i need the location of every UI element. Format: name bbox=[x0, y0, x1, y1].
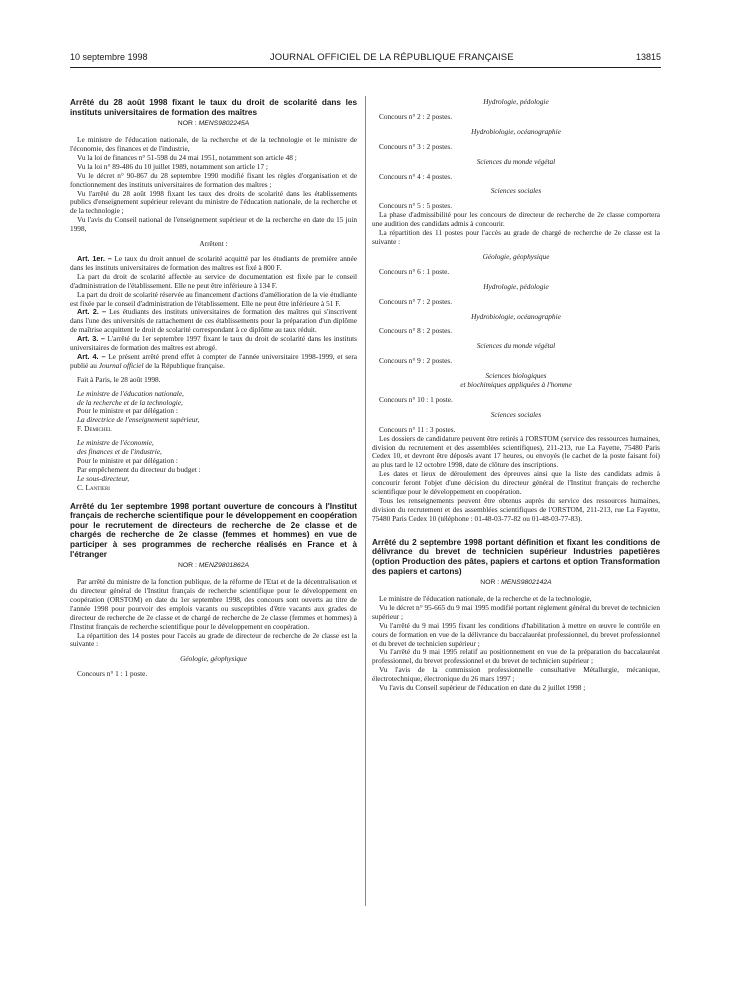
discipline-heading: Sciences sociales bbox=[490, 409, 542, 419]
article-label: Art. 1er. – bbox=[77, 253, 112, 263]
nor-label: NOR : bbox=[177, 120, 197, 128]
discipline-heading: Sciences du monde végétal bbox=[476, 156, 556, 166]
left-column bbox=[70, 98, 357, 679]
concours-line: Concours n° 3 : 2 postes. bbox=[379, 141, 453, 151]
right-column bbox=[372, 98, 660, 693]
visa: Le ministre de l'éducation nationale, de la recherche et de la technologie, bbox=[379, 594, 592, 603]
column-divider bbox=[365, 96, 366, 906]
page-number: 13815 bbox=[635, 52, 661, 62]
signatory-name: F. Demichel bbox=[77, 424, 112, 434]
signature-line: Par empêchement du directeur du budget : bbox=[77, 464, 201, 474]
visa: Vu l'arrêté du 9 mai 1995 relatif au positionnement en vue de la préparation du baccalauréat professionnel, du brevet professionnel et du brevet de technicien supérieur ; bbox=[372, 647, 660, 666]
article-1-p3: La part du droit de scolarité réservée au financement d'actions d'amélioration de la vie étudiante est fixée par le conseil d'administration de l'établissement. Elle ne peut être inférieure à 51 F. bbox=[70, 289, 357, 308]
signature-line: Le sous-directeur, bbox=[77, 473, 130, 483]
page-header bbox=[70, 52, 661, 66]
concours-line: Concours n° 1 : 1 poste. bbox=[77, 669, 148, 679]
concours-line: Concours n° 10 : 1 poste. bbox=[379, 394, 453, 404]
arrete-3-nor bbox=[372, 579, 660, 588]
article-text: Les étudiants des instituts universitaires de formation des maîtres qui s'inscrivent dans l'une des universités de rattachement de ces établissements pour la préparation d'un diplôme de maîtrise acquittent le droit de scolarité correspondant à ce diplôme au taux réduit. bbox=[70, 307, 358, 335]
discipline-heading: Hydrobiologie, océanographie bbox=[471, 311, 561, 321]
article-label: Art. 2. – bbox=[77, 307, 107, 317]
nor-label: NOR : bbox=[177, 562, 197, 570]
concours-line: Concours n° 2 : 2 postes. bbox=[379, 111, 453, 121]
visa: Vu l'avis de la commission professionnelle consultative Métallurgie, mécanique, électrotechnique, électronique du 26 mars 1997 ; bbox=[372, 665, 660, 684]
article-3 bbox=[70, 335, 357, 353]
concours-line: Concours n° 6 : 1 poste. bbox=[379, 266, 450, 276]
visa: Vu l'avis du Conseil supérieur de l'éducation en date du 2 juillet 1998 ; bbox=[379, 683, 586, 693]
journal-ref: Journal officiel bbox=[98, 360, 144, 370]
article-text: Le taux du droit annuel de scolarité acquitté par les étudiants de première année dans les instituts universitaires de formation des maîtres est fixé à 800 F. bbox=[70, 253, 358, 272]
discipline-heading: Géologie, géophysique bbox=[482, 251, 550, 261]
concours-line: Concours n° 7 : 2 postes. bbox=[379, 296, 453, 306]
paragraph: Tous les renseignements peuvent être obtenus auprès du service des ressources humaines, division du recrutement et des assemblées scientifiques de l'ORSTOM, 211-213, rue La Fayette, 75480 Paris Cedex 10 (téléphone : 01-48-03-77-82 ou 01-48-03-77-83). bbox=[372, 496, 660, 523]
journal-title: JOURNAL OFFICIEL DE LA RÉPUBLIQUE FRANÇAISE bbox=[269, 52, 514, 63]
nor-label: NOR : bbox=[480, 579, 500, 587]
signatory-name: C. Lantieri bbox=[77, 482, 110, 492]
visa: Vu l'arrêté du 28 août 1998 fixant les taux des droits de scolarité dans les établissements publics d'enseignement supérieur relevant du ministre de l'éducation nationale, de la recherche et de la technologie ; bbox=[70, 188, 357, 216]
discipline-heading: et biochimiques appliquées à l'homme bbox=[460, 380, 572, 390]
paragraph: Les dates et lieux de déroulement des épreuves ainsi que la liste des candidats admis à concourir feront l'objet d'une décision du directeur général de l'Institut français de recherche scientifique pour le développement en coopération. bbox=[372, 469, 660, 497]
discipline-heading: Hydrobiologie, océanographie bbox=[471, 126, 561, 136]
article-text: L'arrêté du 1er septembre 1997 fixant le taux du droit de scolarité dans les instituts universitaires de formation des maîtres est abrogé. bbox=[70, 334, 358, 353]
article-2 bbox=[70, 308, 357, 335]
arrete-1-nor bbox=[70, 120, 357, 129]
discipline-heading: Géologie, géophysique bbox=[180, 654, 247, 664]
signature-line: des finances et de l'industrie, bbox=[77, 447, 162, 457]
arrete-3-title: Arrêté du 2 septembre 1998 portant définition et fixant les conditions de délivrance du brevet de technicien supérieur Industries papetières (option Production des pâtes, papiers et cartons et option Transformation des papiers et cartons) bbox=[372, 537, 660, 576]
visa: Vu l'avis du Conseil national de l'enseignement supérieur et de la recherche en date du 15 juin 1998, bbox=[70, 215, 357, 234]
discipline-heading: Sciences sociales bbox=[490, 186, 542, 196]
header-date: 10 septembre 1998 bbox=[70, 52, 148, 62]
arrete-2-nor bbox=[70, 562, 357, 571]
article-label: Art. 4. – bbox=[77, 351, 106, 361]
nor-code: MENS9802142A bbox=[501, 579, 552, 587]
signature-line: Le ministre de l'économie, bbox=[77, 438, 154, 448]
discipline-heading: Sciences du monde végétal bbox=[476, 341, 556, 351]
paragraph: La phase d'admissibilité pour les concours de directeur de recherche de 2e classe comportera une audition des candidats admis à concourir. bbox=[372, 210, 660, 229]
nor-code: MENS9802245A bbox=[198, 120, 250, 128]
concours-line: Concours n° 4 : 4 postes. bbox=[379, 171, 453, 181]
discipline-heading: Sciences biologiques bbox=[485, 371, 547, 381]
visa: Vu la loi n° 89-486 du 10 juillet 1989, notamment son article 17 ; bbox=[77, 161, 268, 171]
article-label: Art. 3. – bbox=[77, 334, 105, 344]
discipline-heading: Hydrologie, pédologie bbox=[483, 281, 549, 291]
fait-a-paris: Fait à Paris, le 28 août 1998. bbox=[77, 374, 161, 384]
concours-line: Concours n° 9 : 2 postes. bbox=[379, 356, 453, 366]
visa: Vu le décret n° 95-665 du 9 mai 1995 modifié portant règlement général du brevet de technicien supérieur ; bbox=[372, 602, 660, 621]
article-4 bbox=[70, 353, 357, 371]
signature-line: Pour le ministre et par délégation : bbox=[77, 456, 178, 465]
header-rule bbox=[70, 67, 661, 68]
article-text: Le présent arrêté prend effet à compter de l'année universitaire 1998-1999, et sera publié au bbox=[70, 351, 358, 370]
signature-line: Le ministre de l'éducation nationale, bbox=[77, 388, 184, 398]
article-1 bbox=[70, 255, 357, 273]
arrete-2-title: Arrêté du 1er septembre 1998 portant ouverture de concours à l'Institut français de recherche scientifique pour le développement en coopération pour le recrutement de directeurs de recherche de 2e classe et de chargés de recherche de 2e classe (femmes et hommes) en vue de participer à ses programmes de recherche réalisés en France et à l'étranger bbox=[70, 501, 357, 559]
visa: Vu le décret n° 90-867 du 28 septembre 1990 modifié fixant les règles d'organisation et de fonctionnement des instituts universitaires de formation des maîtres ; bbox=[70, 170, 357, 189]
paragraph: Les dossiers de candidature peuvent être retirés à l'ORSTOM (service des ressources humaines, division du recrutement et des assemblées scientifiques), 211-213, rue La Fayette, 75480 Paris Cedex 10, et devront être déposés avant 17 heures, ou envoyés (le cachet de la poste faisant foi) au plus tard le 12 octobre 1998, date de clôture des inscriptions. bbox=[372, 433, 660, 470]
article-text: de la République française. bbox=[145, 360, 225, 370]
concours-line: Concours n° 11 : 3 postes. bbox=[379, 424, 456, 434]
arrete-1-title: Arrêté du 28 août 1998 fixant le taux du droit de scolarité dans les instituts universitaires de formation des maîtres bbox=[70, 98, 357, 117]
arretent: Arrêtent : bbox=[199, 239, 228, 249]
concours-line: Concours n° 5 : 5 postes. bbox=[379, 201, 453, 211]
paragraph: La répartition des 14 postes pour l'accès au grade de directeur de recherche de 2e classe est la suivante : bbox=[70, 630, 357, 649]
nor-code: MENZ9801862A bbox=[198, 562, 250, 570]
article-1-p2: La part du droit de scolarité affectée au service de documentation est fixée par le conseil d'administration de l'établissement. Elle ne peut être inférieure à 134 F. bbox=[70, 271, 357, 290]
signature-line: de la recherche et de la technologie, bbox=[77, 397, 183, 407]
discipline-heading: Hydrologie, pédologie bbox=[483, 97, 549, 106]
signature-line: La directrice de l'enseignement supérieur, bbox=[77, 415, 200, 425]
visa: Le ministre de l'éducation nationale, de la recherche et de la technologie et le ministre de l'économie, des finances et de l'industrie, bbox=[70, 135, 357, 153]
signature-line: Pour le ministre et par délégation : bbox=[77, 406, 178, 416]
visa: Vu la loi de finances n° 51-598 du 24 mai 1951, notamment son article 48 ; bbox=[77, 152, 297, 162]
paragraph: Par arrêté du ministre de la fonction publique, de la réforme de l'Etat et de la décentralisation et du directeur général de l'Institut français de recherche scientifique pour le développement en coopération (ORSTOM) en date du 1er septembre 1998, des concours sont ouverts au titre de l'année 1998 pour pourvoir des emplois vacants ou susceptibles d'être vacants aux grades de directeur de recherche de 2e classe et de chargé de recherche de 2e classe (femmes et hommes) à l'Institut français de recherche scientifique pour le développement en coopération. bbox=[70, 577, 357, 631]
concours-line: Concours n° 8 : 2 postes. bbox=[379, 326, 453, 336]
paragraph: La répartition des 11 postes pour l'accès au grade de chargé de recherche de 2e classe est la suivante : bbox=[372, 228, 660, 246]
visa: Vu l'arrêté du 9 mai 1995 fixant les conditions d'habilitation à mettre en œuvre le contrôle en cours de formation en vue de la délivrance du baccalauréat professionnel, du brevet professionnel et du brevet de technicien supérieur ; bbox=[372, 620, 660, 648]
